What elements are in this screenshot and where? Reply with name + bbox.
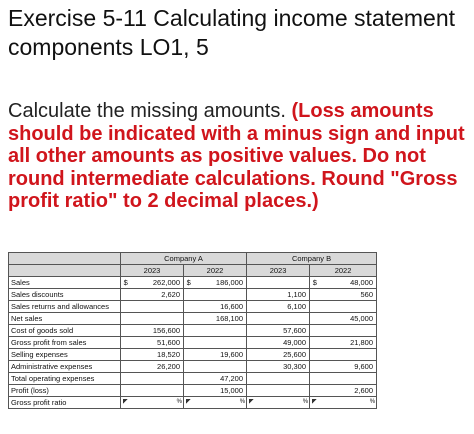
company-b-header: Company B <box>247 253 377 265</box>
value-cell: 51,600 <box>131 337 184 349</box>
answer-input-cell[interactable] <box>257 313 310 325</box>
currency-symbol: $ <box>310 277 320 289</box>
income-statement-table <box>8 252 377 409</box>
currency-spacer <box>247 325 257 337</box>
currency-spacer <box>310 361 320 373</box>
currency-spacer <box>184 385 194 397</box>
answer-input-cell[interactable] <box>257 277 310 289</box>
currency-spacer <box>247 313 257 325</box>
currency-spacer <box>121 361 131 373</box>
currency-spacer <box>247 385 257 397</box>
answer-input-cell[interactable] <box>194 361 247 373</box>
currency-spacer <box>121 313 131 325</box>
answer-input-cell[interactable] <box>131 301 184 313</box>
label-header-blank <box>9 265 121 277</box>
cursor-icon <box>123 399 128 406</box>
table-row <box>9 289 377 301</box>
cursor-icon <box>186 399 191 406</box>
currency-spacer <box>310 301 320 313</box>
table-row <box>9 337 377 349</box>
row-label: Gross profit from sales <box>9 337 121 349</box>
row-label: Sales <box>9 277 121 289</box>
answer-input-cell[interactable] <box>131 373 184 385</box>
table-row <box>9 325 377 337</box>
year-header-b-2022: 2022 <box>310 265 377 277</box>
table-row <box>9 361 377 373</box>
year-header-a-2023: 2023 <box>121 265 184 277</box>
value-cell: 45,000 <box>320 313 377 325</box>
instructions-emphasis: (Loss amounts should be indicated with a minus sign and input all other amounts as positive values. Do not round intermediate calculations. Round "Gross profit ratio" to 2 decimal places.) <box>8 100 465 212</box>
currency-spacer <box>310 325 320 337</box>
currency-spacer <box>121 373 131 385</box>
currency-symbol: $ <box>121 277 131 289</box>
row-label: Cost of goods sold <box>9 325 121 337</box>
value-cell: 18,520 <box>131 349 184 361</box>
answer-input-cell[interactable] <box>194 337 247 349</box>
year-header-b-2023: 2023 <box>247 265 310 277</box>
row-label: Administrative expenses <box>9 361 121 373</box>
table-row <box>9 373 377 385</box>
row-label: Selling expenses <box>9 349 121 361</box>
currency-spacer <box>121 301 131 313</box>
currency-spacer <box>184 289 194 301</box>
table-row <box>9 385 377 397</box>
value-cell: 21,800 <box>320 337 377 349</box>
table-row <box>9 349 377 361</box>
value-cell: 47,200 <box>194 373 247 385</box>
value-cell: 26,200 <box>131 361 184 373</box>
value-cell: 57,600 <box>257 325 310 337</box>
currency-spacer <box>184 313 194 325</box>
value-cell: 30,300 <box>257 361 310 373</box>
exercise-title: Exercise 5-11 Calculating income statement components LO1, 5 <box>8 5 456 60</box>
year-header-a-2022: 2022 <box>184 265 247 277</box>
instructions-plain: Calculate the missing amounts. <box>8 100 292 122</box>
currency-spacer <box>247 337 257 349</box>
value-cell: 25,600 <box>257 349 310 361</box>
currency-spacer <box>184 301 194 313</box>
year-header-row <box>9 265 377 277</box>
answer-input-cell[interactable] <box>257 385 310 397</box>
currency-spacer <box>247 349 257 361</box>
answer-input-cell[interactable] <box>320 373 377 385</box>
value-cell: 6,100 <box>257 301 310 313</box>
ratio-input-cell[interactable] <box>310 397 377 409</box>
currency-spacer <box>121 337 131 349</box>
row-label: Profit (loss) <box>9 385 121 397</box>
instructions <box>8 100 470 213</box>
value-cell: 560 <box>320 289 377 301</box>
ratio-input-cell[interactable] <box>121 397 184 409</box>
answer-input-cell[interactable] <box>320 349 377 361</box>
value-cell: 49,000 <box>257 337 310 349</box>
value-cell: 48,000 <box>320 277 377 289</box>
currency-spacer <box>310 385 320 397</box>
value-cell: 9,600 <box>320 361 377 373</box>
currency-spacer <box>247 361 257 373</box>
value-cell: 168,100 <box>194 313 247 325</box>
row-label: Total operating expenses <box>9 373 121 385</box>
company-a-header: Company A <box>121 253 247 265</box>
table-row <box>9 397 377 409</box>
currency-symbol: $ <box>184 277 194 289</box>
row-label: Sales returns and allowances <box>9 301 121 313</box>
value-cell: 262,000 <box>131 277 184 289</box>
answer-input-cell[interactable] <box>131 313 184 325</box>
table-row <box>9 313 377 325</box>
currency-spacer <box>310 313 320 325</box>
row-label: Net sales <box>9 313 121 325</box>
answer-input-cell[interactable] <box>320 325 377 337</box>
value-cell: 156,600 <box>131 325 184 337</box>
cursor-icon <box>249 399 254 406</box>
value-cell: 15,000 <box>194 385 247 397</box>
answer-input-cell[interactable] <box>194 325 247 337</box>
currency-spacer <box>121 325 131 337</box>
currency-spacer <box>247 277 257 289</box>
row-label: Gross profit ratio <box>9 397 121 409</box>
value-cell: 2,620 <box>131 289 184 301</box>
currency-spacer <box>310 289 320 301</box>
table-row <box>9 301 377 313</box>
answer-input-cell[interactable] <box>194 289 247 301</box>
percent-sign: % <box>239 399 246 405</box>
currency-spacer <box>247 301 257 313</box>
currency-spacer <box>121 289 131 301</box>
currency-spacer <box>247 289 257 301</box>
ratio-input-cell[interactable] <box>184 397 247 409</box>
value-cell: 1,100 <box>257 289 310 301</box>
currency-spacer <box>184 373 194 385</box>
currency-spacer <box>184 325 194 337</box>
currency-spacer <box>310 349 320 361</box>
cursor-icon <box>312 399 317 406</box>
currency-spacer <box>310 373 320 385</box>
value-cell: 16,600 <box>194 301 247 313</box>
currency-spacer <box>184 361 194 373</box>
value-cell: 19,600 <box>194 349 247 361</box>
row-label: Sales discounts <box>9 289 121 301</box>
answer-input-cell[interactable] <box>257 373 310 385</box>
currency-spacer <box>121 385 131 397</box>
currency-spacer <box>310 337 320 349</box>
value-cell: 186,000 <box>194 277 247 289</box>
value-cell: 2,600 <box>320 385 377 397</box>
answer-input-cell[interactable] <box>320 301 377 313</box>
ratio-input-cell[interactable] <box>247 397 310 409</box>
answer-input-cell[interactable] <box>131 385 184 397</box>
company-header-row <box>9 253 377 265</box>
currency-spacer <box>247 373 257 385</box>
currency-spacer <box>184 337 194 349</box>
table-row <box>9 277 377 289</box>
currency-spacer <box>184 349 194 361</box>
percent-sign: % <box>369 399 376 405</box>
percent-sign: % <box>176 399 182 405</box>
label-header-blank <box>9 253 121 265</box>
currency-spacer <box>121 349 131 361</box>
percent-sign: % <box>302 399 309 405</box>
